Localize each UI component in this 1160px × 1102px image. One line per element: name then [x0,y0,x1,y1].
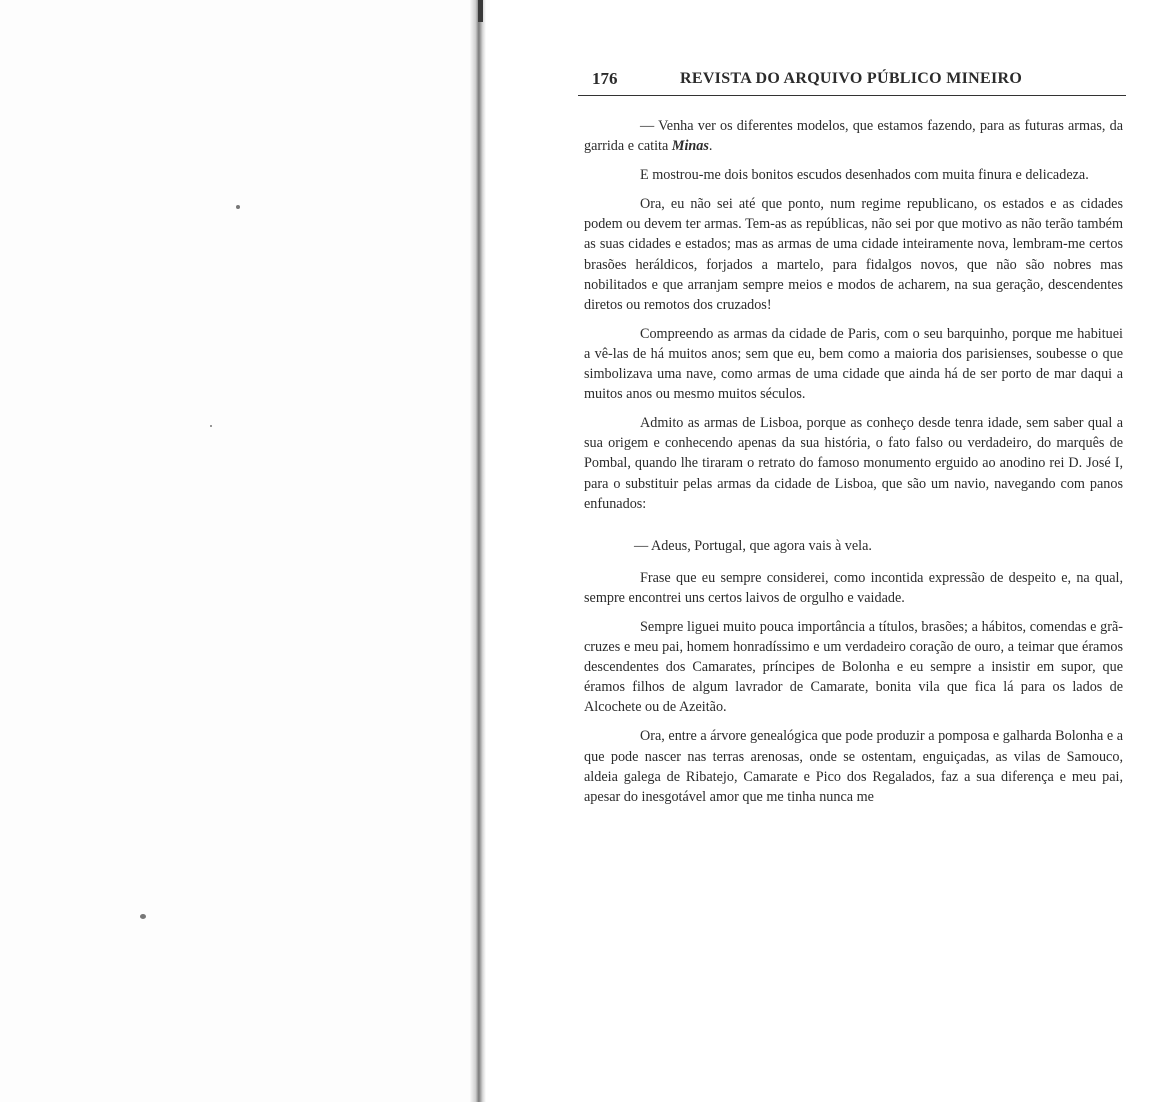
paragraph-text: Ora, eu não sei até que ponto, num regime republicano, os estados e as cidades podem ou devem ter armas. Tem-as as repúblicas, não sei por que motivo as não terão também as suas cidades e estados; mas as armas de uma cidade inteiramente nova, lembram-me certos brasões heráldicos, forjados a martelo, para fidalgos novos, que não são nobres mas nobilitados e que arranjam sempre meios e modos de acharem, na sua geração, descendentes diretos ou remotos dos cruzados! [584,196,1123,313]
paragraph [584,726,1123,806]
paragraph-text: Admito as armas de Lisboa, porque as conheço desde tenra idade, sem saber qual a sua origem e conhecendo apenas da sua história, o fato falso ou verdadeiro, do marquês de Pombal, quando lhe tiraram o retrato do famoso monumento erguido ao anodino rei D. José I, para o substituir pelas armas da cidade de Lisboa, que são um navio, navegando com panos enfunados: [584,415,1123,512]
book-gutter [470,0,486,1102]
paragraph [584,165,1123,185]
paragraph-text: E mostrou-me dois bonitos escudos desenhados com muita finura e delicadeza. [640,167,1089,184]
left-blank-page [0,0,470,1102]
paragraph [584,324,1123,404]
paragraph-text: — Adeus, Portugal, que agora vais à vela. [634,537,872,554]
page-header [578,67,1126,96]
page-speck [236,205,240,209]
paragraph-text: Compreendo as armas da cidade de Paris, com o seu barquinho, porque me habituei a vê-las de há muitos anos; sem que eu, bem como a maioria dos parisienses, soubesse o que simbolizava uma nave, como armas de uma cidade que ainda há de ser porto de mar daqui a muitos anos ou mesmo muitos séculos. [584,325,1123,403]
running-title: REVISTA DO ARQUIVO PÚBLICO MINEIRO [680,70,1023,87]
page-speck [140,914,146,919]
page-number: 176 [592,69,618,88]
paragraph-text: Sempre liguei muito pouca importância a títulos, brasões; a hábitos, comendas e grã-cruzes e meu pai, homem honradíssimo e um verdadeiro coração de ouro, a teimar que éramos descendentes dos Camarates, príncipes de Bolonha e eu sempre a insistir em supor, que éramos filhos de algum lavrador de Camarate, bonita vila que fica lá para os lados de Alcochete ou de Azeitão. [584,618,1123,716]
gutter-shadow [478,0,483,22]
paragraph [584,617,1123,717]
paragraph-text: Frase que eu sempre considerei, como incontida expressão de despeito e, na qual, sempre encontrei uns certos laivos de orgulho e vaidade. [584,569,1123,606]
paragraph-text: Ora, entre a árvore genealógica que pode produzir a pomposa e galharda Bolonha e a que pode nascer nas terras arenosas, onde se ostentam, enguiçadas, as vilas de Samouco, aldeia galega de Ribatejo, Camarate e Pico dos Regalados, faz a sua diferença e meu pai, apesar do inesgotável amor que me tinha nunca me [584,728,1123,805]
quote-line [584,536,1123,556]
paragraph-text: — Venha ver os diferentes modelos, que estamos fazendo, para as futuras armas, da garrida e catita [584,118,1123,155]
body-text [584,116,1123,816]
emphasis-text: Minas [671,138,709,155]
paragraph [584,116,1123,156]
paragraph [584,194,1123,315]
page-speck [210,425,212,427]
paragraph-text: . [708,138,713,155]
paragraph [584,413,1123,513]
paragraph [584,568,1123,608]
